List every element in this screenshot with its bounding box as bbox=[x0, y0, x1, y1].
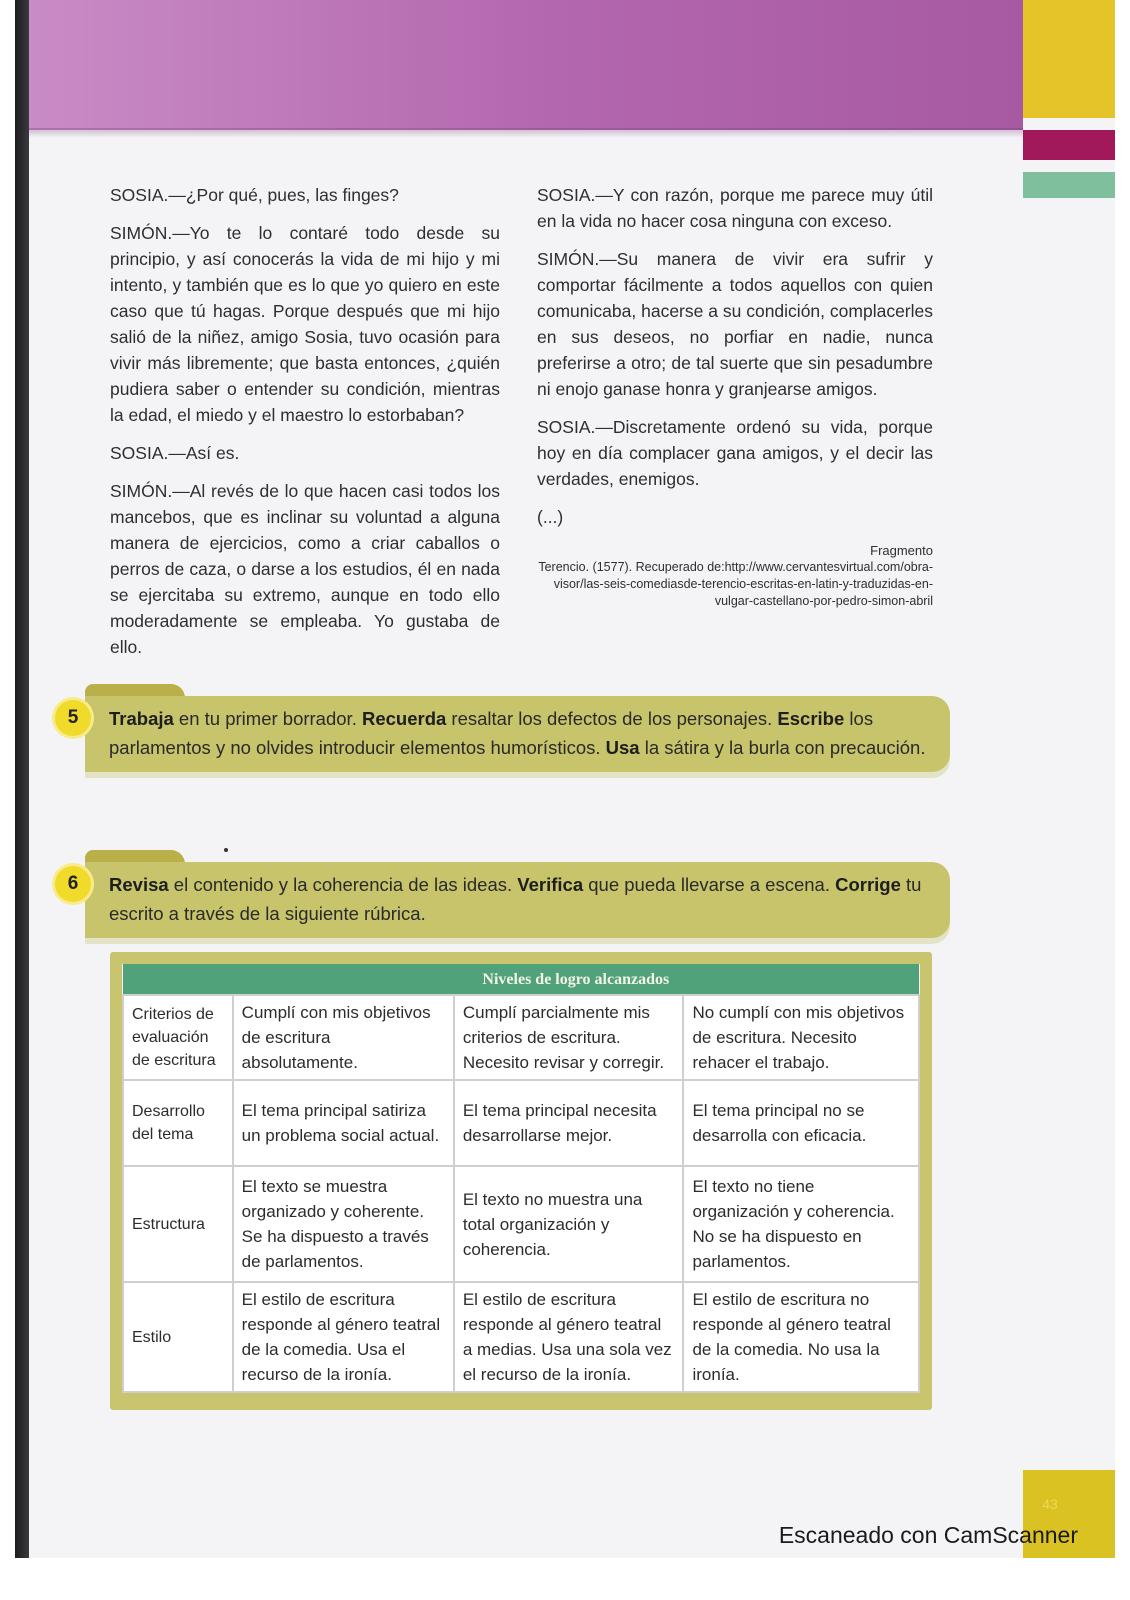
dialogue-line: SOSIA.—Discretamente ordenó su vida, porque hoy en día complacer gana amigos, y el decir las verdades, enemigos. bbox=[537, 417, 933, 489]
instruction-text: los parlamentos y no olvides introducir elementos humorísticos. bbox=[109, 708, 874, 758]
rubric-cell: El estilo de escritura responde al género teatral a medias. Usa una sola vez el recurso de la ironía. bbox=[454, 1282, 684, 1392]
fragment-label: Fragmento bbox=[870, 543, 933, 558]
table-row bbox=[123, 1080, 919, 1166]
citation-text: Terencio. (1577). Recuperado de:http://www.cervantesvirtual.com/obra-visor/las-seis-comediasde-terencio-escritas-en-latin-y-traduzidas-en-vulgar-castellano-por-pedro-simon-abril bbox=[538, 560, 933, 608]
activity-6 bbox=[55, 862, 950, 938]
action-word: Corrige bbox=[835, 874, 901, 895]
instruction-text: el contenido y la coherencia de las ideas. bbox=[168, 874, 518, 895]
rubric-criterion: Criterios de evaluación de escritura bbox=[123, 995, 233, 1080]
side-tab-green bbox=[1023, 172, 1115, 198]
dialogue-line: (...) bbox=[537, 507, 564, 527]
rubric-cell: Cumplí con mis objetivos de escritura absolutamente. bbox=[233, 995, 454, 1080]
page-number: 43 bbox=[1042, 1496, 1058, 1512]
activity-instruction bbox=[85, 862, 950, 938]
rubric-cell: El texto se muestra organizado y coherente. Se ha dispuesto a través de parlamentos. bbox=[233, 1166, 454, 1282]
table-row bbox=[123, 1282, 919, 1392]
rubric-cell: El estilo de escritura no responde al género teatral de la comedia. No usa la ironía. bbox=[683, 1282, 919, 1392]
action-word: Verifica bbox=[517, 874, 584, 895]
rubric-header-corner bbox=[123, 964, 233, 995]
action-word: Revisa bbox=[109, 874, 169, 895]
action-word: Escribe bbox=[777, 708, 845, 729]
rubric-cell: El tema principal necesita desarrollarse mejor. bbox=[454, 1080, 684, 1166]
rubric-cell: El texto no muestra una total organización y coherencia. bbox=[454, 1166, 684, 1282]
rubric-cell: El tema principal no se desarrolla con eficacia. bbox=[683, 1080, 919, 1166]
action-word: Recuerda bbox=[361, 708, 447, 729]
header-color-band bbox=[29, 0, 1023, 130]
activity-number-badge: 5 bbox=[55, 700, 91, 736]
rubric-cell: Cumplí parcialmente mis criterios de escritura. Necesito revisar y corregir. bbox=[454, 995, 684, 1080]
rubric-criterion: Estilo bbox=[123, 1282, 233, 1392]
side-tab-yellow-top bbox=[1023, 0, 1115, 118]
stray-mark bbox=[224, 848, 228, 852]
activity-instruction bbox=[85, 696, 950, 772]
instruction-text: tu escrito a través de la siguiente rúbrica. bbox=[109, 874, 922, 924]
activity-number-badge: 6 bbox=[55, 866, 91, 902]
dialogue-column-left bbox=[110, 182, 500, 672]
rubric-cell: El estilo de escritura responde al género teatral de la comedia. Usa el recurso de la ironía. bbox=[233, 1282, 454, 1392]
instruction-text: en tu primer borrador. bbox=[173, 708, 362, 729]
side-tab-magenta bbox=[1023, 130, 1115, 160]
table-row bbox=[123, 995, 919, 1080]
rubric-criterion: Desarrollo del tema bbox=[123, 1080, 233, 1166]
rubric-header-row bbox=[123, 964, 919, 995]
instruction-text: la sátira y la burla con precaución. bbox=[639, 737, 926, 758]
rubric-cell: No cumplí con mis objetivos de escritura. Necesito rehacer el trabajo. bbox=[683, 995, 919, 1080]
dialogue-line: SOSIA.—¿Por qué, pues, las finges? bbox=[110, 185, 399, 205]
rubric-cell: El texto no tiene organización y coherencia. No se ha dispuesto en parlamentos. bbox=[683, 1166, 919, 1282]
dialogue-line: SOSIA.—Y con razón, porque me parece muy útil en la vida no hacer cosa ninguna con exceso. bbox=[537, 185, 933, 231]
action-word: Trabaja bbox=[109, 708, 174, 729]
dialogue-line: SOSIA.—Así es. bbox=[110, 443, 240, 463]
rubric-cell: El tema principal satiriza un problema social actual. bbox=[233, 1080, 454, 1166]
action-word: Usa bbox=[605, 737, 640, 758]
rubric-table bbox=[122, 964, 920, 1393]
instruction-text: resaltar los defectos de los personajes. bbox=[446, 708, 778, 729]
dialogue-column-right bbox=[537, 182, 933, 610]
dialogue-line: SIMÓN.—Su manera de vivir era sufrir y comportar fácilmente a todos aquellos con quien comunicaba, hacerse a su condición, complacerles en sus deseos, no porfiar en nadie, nunca preferirse a otro; de tal suerte que sin pesadumbre ni enojo ganase honra y granjearse amigos. bbox=[537, 249, 933, 399]
page-edge-shadow bbox=[15, 0, 29, 1558]
header-band-shadow bbox=[29, 128, 1023, 138]
activity-5 bbox=[55, 696, 950, 772]
table-row bbox=[123, 1166, 919, 1282]
rubric-criterion: Estructura bbox=[123, 1166, 233, 1282]
source-citation bbox=[537, 542, 933, 610]
dialogue-line: SIMÓN.—Yo te lo contaré todo desde su principio, y así conocerás la vida de mi hijo y mi intento, y también que es lo que yo quiero en este caso que tú hagas. Porque después que mi hijo salió de la niñez, amigo Sosia, tuvo ocasión para vivir más libremente; que basta entonces, ¿quién pudiera saber o entender su condición, mientras la edad, el miedo y el maestro lo estorbaban? bbox=[110, 223, 500, 425]
dialogue-line: SIMÓN.—Al revés de lo que hacen casi todos los mancebos, que es inclinar su voluntad a alguna manera de ejercicios, como a criar caballos o perros de caza, o darse a los estudios, él en nada se ejercitaba su extremo, aunque en todo ello moderadamente se empleaba. Yo gustaba de ello. bbox=[110, 481, 500, 657]
instruction-text: que pueda llevarse a escena. bbox=[583, 874, 836, 895]
scanner-watermark: Escaneado con CamScanner bbox=[778, 1522, 1078, 1548]
rubric-header: Niveles de logro alcanzados bbox=[233, 964, 919, 995]
